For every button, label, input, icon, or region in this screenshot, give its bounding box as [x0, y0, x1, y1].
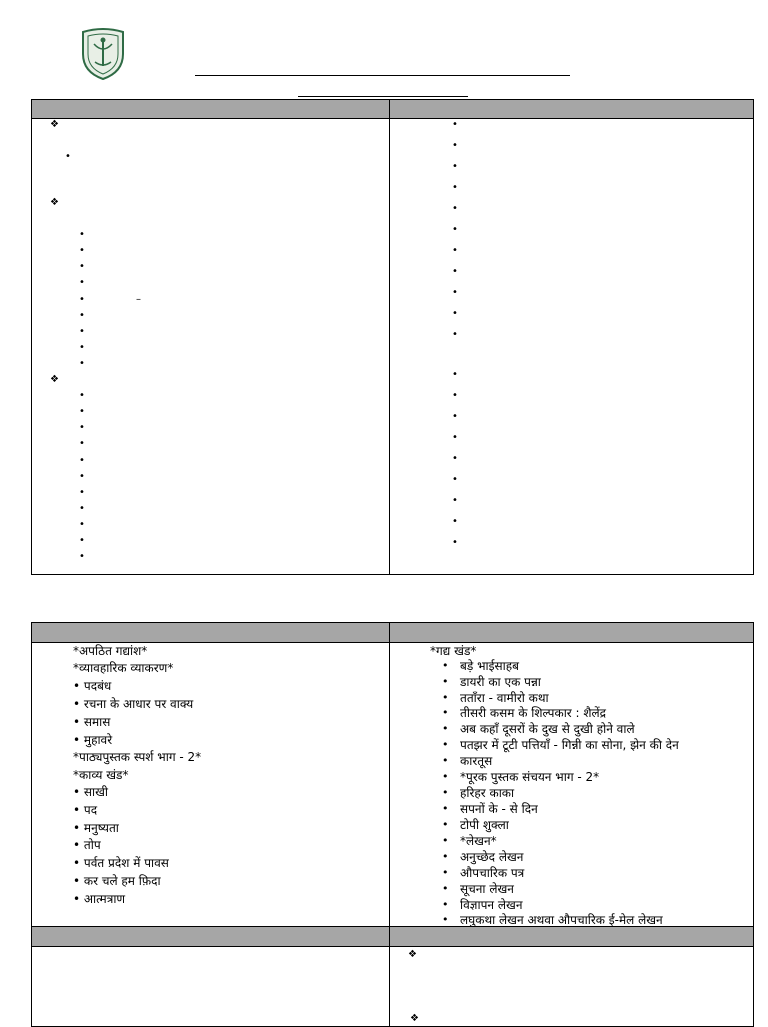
grammar-item: • पदबंध	[73, 679, 112, 693]
bullet-icon: •	[79, 342, 85, 353]
prose-item: • पतझर में टूटी पत्तियाँ - गिन्नी का सोना, झेन की देन	[460, 738, 679, 752]
poetry-item: • आत्मत्राण	[73, 892, 126, 906]
bullet-icon: •	[79, 358, 85, 369]
diamond-bullet-icon: ❖	[408, 949, 417, 960]
bullet-icon: •	[79, 406, 85, 417]
diamond-bullet-icon: ❖	[50, 374, 59, 385]
bullet-icon: •	[452, 390, 458, 401]
writing-item: • अनुच्छेद लेखन	[460, 850, 523, 864]
bullet-icon: •	[452, 224, 458, 235]
prose-item: • कारतूस	[460, 754, 492, 768]
bullet-icon: •	[452, 308, 458, 319]
bullet-icon: •	[79, 519, 85, 530]
bullet-icon: •	[452, 119, 458, 130]
bullet-icon: •	[452, 161, 458, 172]
bullet-icon: •	[452, 266, 458, 277]
poetry-item: • साखी	[73, 785, 109, 799]
bullet-icon: •	[452, 182, 458, 193]
bullet-icon: •	[452, 203, 458, 214]
title-underline	[195, 75, 570, 76]
prose-item: • तताँरा - वामीरो कथा	[460, 691, 549, 705]
supplementary-item: • हरिहर काका	[460, 786, 514, 800]
supplementary-book-heading: • *पूरक पुस्तक संचयन भाग - 2*	[460, 770, 599, 784]
poetry-section-heading: *काव्य खंड*	[73, 768, 129, 782]
grammar-item: • मुहावरे	[73, 733, 113, 747]
supplementary-item: • सपनों के - से दिन	[460, 802, 538, 816]
practical-grammar-heading: *व्यावहारिक व्याकरण*	[73, 661, 174, 675]
grammar-item: • रचना के आधार पर वाक्य	[73, 697, 194, 711]
poetry-item: • कर चले हम फ़िदा	[73, 874, 161, 888]
bullet-icon: •	[452, 140, 458, 151]
bullet-icon: •	[452, 329, 458, 340]
bullet-icon: •	[452, 537, 458, 548]
table2-left-cell	[32, 643, 390, 927]
bullet-icon: •	[452, 411, 458, 422]
table2-bottom-left-cell	[32, 947, 390, 1027]
bullet-icon: •	[79, 229, 85, 240]
poetry-item: • पद	[73, 803, 98, 817]
writing-item: • औपचारिक पत्र	[460, 866, 524, 880]
bullet-icon: •	[79, 551, 85, 562]
bullet-icon: •	[79, 438, 85, 449]
bullet-icon: •	[65, 151, 71, 162]
bullet-icon: •	[79, 245, 85, 256]
table2-right-cell	[390, 643, 754, 927]
prose-item: • तीसरी कसम के शिल्पकार : शैलेंद्र	[460, 706, 606, 720]
unseen-passage-heading: *अपठित गद्यांश*	[73, 644, 148, 658]
dash-mark: –	[136, 294, 141, 305]
table1-left-cell	[32, 119, 390, 575]
bullet-icon: •	[452, 453, 458, 464]
writing-item: • लघुकथा लेखन अथवा औपचारिक ई-मेल लेखन	[460, 913, 663, 927]
bullet-icon: •	[79, 503, 85, 514]
bullet-icon: •	[79, 277, 85, 288]
table2-header-left	[32, 623, 390, 643]
diamond-bullet-icon: ❖	[50, 119, 59, 130]
syllabus-table-2	[31, 622, 754, 1027]
bullet-icon: •	[452, 369, 458, 380]
bullet-icon: •	[452, 516, 458, 527]
grammar-item: • समास	[73, 715, 111, 729]
table2-subheader-right	[390, 927, 754, 947]
table2-header-right	[390, 623, 754, 643]
table2-bottom-right-cell	[390, 947, 754, 1027]
prose-section-heading: *गद्य खंड*	[430, 644, 477, 658]
poetry-item: • पर्वत प्रदेश में पावस	[73, 856, 169, 870]
bullet-icon: •	[452, 287, 458, 298]
bullet-icon: •	[79, 310, 85, 321]
syllabus-table-1	[31, 99, 754, 575]
textbook-heading: *पाठ्यपुस्तक स्पर्श भाग - 2*	[73, 750, 202, 764]
bullet-icon: •	[79, 326, 85, 337]
writing-section-heading: • *लेखन*	[460, 834, 497, 848]
prose-item: • बड़े भाईसाहब	[460, 659, 519, 673]
diamond-bullet-icon: ❖	[50, 197, 59, 208]
subtitle-underline	[298, 96, 468, 97]
bullet-icon: •	[79, 455, 85, 466]
bullet-icon: •	[79, 471, 85, 482]
writing-item: • विज्ञापन लेखन	[460, 898, 522, 912]
bullet-icon: •	[79, 422, 85, 433]
bullet-icon: •	[79, 487, 85, 498]
prose-item: • डायरी का एक पन्ना	[460, 675, 541, 689]
table2-subheader-left	[32, 927, 390, 947]
bullet-icon: •	[452, 474, 458, 485]
table1-right-cell	[390, 119, 754, 575]
bullet-icon: •	[452, 432, 458, 443]
bullet-icon: •	[79, 294, 85, 305]
poetry-item: • तोप	[73, 838, 101, 852]
bullet-icon: •	[79, 535, 85, 546]
table1-header-right	[390, 100, 754, 119]
prose-item: • अब कहाँ दूसरों के दुख से दुखी होने वाले	[460, 722, 635, 736]
poetry-item: • मनुष्यता	[73, 821, 119, 835]
bullet-icon: •	[452, 495, 458, 506]
bullet-icon: •	[79, 261, 85, 272]
diamond-bullet-icon: ❖	[410, 1013, 419, 1024]
writing-item: • सूचना लेखन	[460, 882, 514, 896]
bullet-icon: •	[79, 390, 85, 401]
table1-header-left	[32, 100, 390, 119]
school-crest-logo	[80, 28, 126, 80]
supplementary-item: • टोपी शुक्ला	[460, 818, 509, 832]
bullet-icon: •	[452, 245, 458, 256]
